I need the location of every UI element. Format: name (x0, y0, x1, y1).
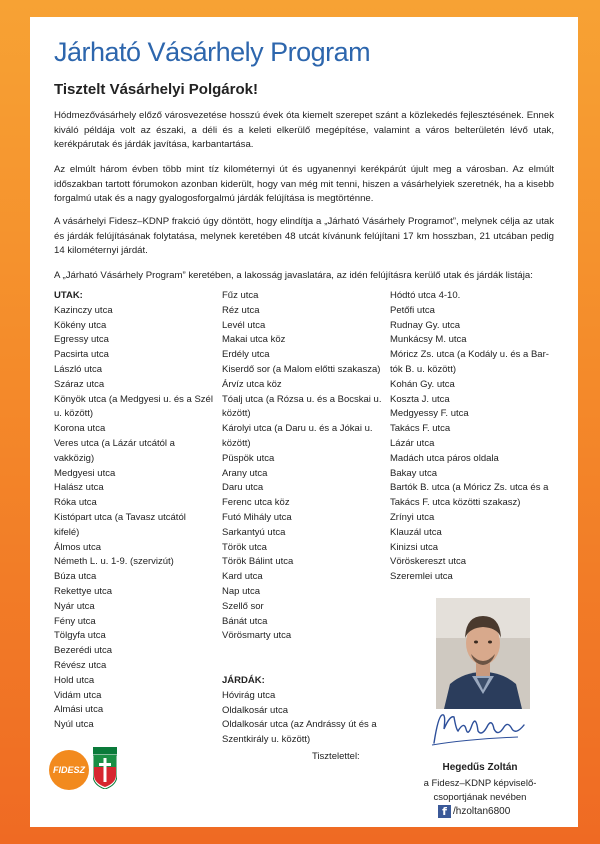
street-item: Tóalj utca (a Rózsa u. és a Bocskai u. (222, 393, 382, 405)
street-item: között) (222, 408, 251, 420)
street-item: Makai utca köz (222, 334, 286, 346)
street-item: Ferenc utca köz (222, 497, 290, 509)
street-item: Kard utca (222, 571, 263, 583)
street-item: Medgyesi utca (54, 467, 116, 479)
street-item: Németh L. u. 1-9. (szervizút) (54, 556, 174, 568)
signer-role-line-1: a Fidesz–KDNP képviselő- (423, 778, 537, 789)
street-item: Száraz utca (54, 378, 105, 390)
street-item: Török utca (222, 541, 267, 553)
street-item: Daru utca (222, 482, 264, 494)
street-item: Sarkantyú utca (222, 526, 286, 538)
street-item: Munkácsy M. utca (390, 334, 467, 346)
street-item: Szellő sor (222, 600, 264, 612)
street-item: Madách utca páros oldala (390, 452, 499, 464)
facebook-icon: f (438, 805, 451, 818)
street-item: Nap utca (222, 585, 261, 597)
street-item: Károlyi utca (a Daru u. és a Jókai u. (222, 423, 373, 435)
sidewalk-item: Oldalkosár utca (222, 704, 289, 716)
portrait-photo (436, 598, 530, 709)
paragraph-4: A „Járható Vásárhely Program” keretében, a lakosság javaslatára, az idén felújításra kerülő utak és járdák listája: (54, 270, 533, 281)
greeting-heading: Tisztelt Vásárhelyi Polgárok! (54, 81, 258, 98)
street-item: Hódtó utca 4-10. (390, 290, 461, 301)
street-item: Bezerédi utca (54, 645, 113, 657)
utak-heading: UTAK: (54, 290, 83, 301)
street-item: Vidám utca (54, 689, 102, 701)
signer-role (415, 777, 545, 805)
street-item: Nyár utca (54, 600, 95, 612)
street-item: Takács F. utca közötti szakasz) (390, 497, 521, 509)
street-item: Lázár utca (390, 437, 435, 449)
street-item: Vöröskereszt utca (390, 556, 467, 568)
street-item: Álmos utca (54, 541, 101, 553)
kdnp-logo (93, 747, 117, 789)
street-item: Erdély utca (222, 349, 270, 361)
street-item: Révész utca (54, 659, 107, 671)
street-item: Vörösmarty utca (222, 630, 292, 642)
facebook-handle[interactable]: /hzoltan6800 (453, 806, 511, 817)
signer-name: Hegedűs Zoltán (442, 762, 518, 773)
street-item: Bartók B. utca (a Móricz Zs. utca és a (390, 482, 549, 494)
street-item: Nyúl utca (54, 719, 94, 731)
street-item: Szeremlei utca (390, 571, 453, 583)
street-item: Halász utca (54, 482, 104, 494)
street-list-column-1 (54, 289, 214, 733)
document-title: Járható Vásárhely Program (54, 37, 371, 67)
sidewalk-item: Szentkirály u. között) (222, 734, 311, 746)
street-item: tók B. u. között) (390, 363, 456, 375)
street-item: vakközig) (54, 452, 95, 464)
street-item: között) (222, 437, 251, 449)
street-item: Koszta J. utca (390, 393, 450, 405)
street-item: Püspök utca (222, 452, 275, 464)
street-item: Árvíz utca köz (222, 378, 282, 390)
street-item: Kökény utca (54, 319, 107, 331)
street-item: Bánát utca (222, 615, 268, 627)
paragraph-2: Az elmúlt három évben több mint tíz kilométernyi út és ugyanennyi kerékpárút újult meg a városban. Az elmúlt időszakban tartott fórumokon azonban kiderült, hogy van még mit tenni, hiszen a vásárhelyiek szeretnék, ha a kisebb forgalmú utak és a nagy gyalogosforgalmú járdák felújítása is megtörténne. (54, 164, 554, 204)
street-item: Fény utca (54, 615, 96, 627)
street-item: Petőfi utca (390, 304, 435, 316)
street-item: Móricz Zs. utca (a Kodály u. és a Bar- (390, 349, 549, 361)
street-item: Kistópart utca (a Tavasz utcától (54, 511, 186, 523)
street-item: Hold utca (54, 674, 95, 686)
street-item: Klauzál utca (390, 526, 442, 538)
street-item: Búza utca (54, 571, 97, 583)
street-item: Zrínyi utca (390, 511, 435, 523)
street-item: u. között) (54, 408, 94, 420)
paragraph-3: A vásárhelyi Fidesz–KDNP frakció úgy döntött, hogy elindítja a „Járható Vásárhely Programot”, melynek célja az utak és járdák felújításának folytatása, melynek keretében 48 utcát kívánunk felújítani 17 km hosszban, 21 utcában pedig 14 kilométernyi járdát. (54, 216, 554, 256)
street-item: Takács F. utca (390, 423, 451, 435)
closing-text: Tisztelettel: (312, 751, 360, 762)
street-item: Futó Mihály utca (222, 511, 292, 523)
street-item: Kiserdő sor (a Malom előtti szakasza) (222, 363, 381, 375)
handwritten-signature (428, 707, 538, 749)
street-item: Kohán Gy. utca (390, 378, 455, 390)
street-item: Róka utca (54, 497, 97, 509)
street-item: Levél utca (222, 319, 266, 331)
street-item: Könyök utca (a Medgyesi u. és a Szél (54, 393, 213, 405)
street-item: Réz utca (222, 304, 260, 316)
fidesz-logo: FIDESZ (49, 750, 89, 790)
street-item: Bakay utca (390, 467, 437, 479)
street-item: Kazinczy utca (54, 304, 113, 316)
sidewalk-list (222, 674, 387, 748)
street-item: Rekettye utca (54, 585, 113, 597)
street-list-column-3 (390, 289, 555, 585)
sidewalk-item: Hóvirág utca (222, 689, 276, 701)
street-list-column-2 (222, 289, 387, 644)
street-item: Kinizsi utca (390, 541, 439, 553)
street-item: László utca (54, 363, 103, 375)
street-item: Egressy utca (54, 334, 109, 346)
street-item: Pacsirta utca (54, 349, 109, 361)
street-item: Arany utca (222, 467, 268, 479)
street-item: Korona utca (54, 423, 106, 435)
street-item: Veres utca (a Lázár utcától a (54, 437, 175, 449)
signer-role-line-2: csoportjának nevében (433, 792, 527, 803)
jardak-heading: JÁRDÁK: (222, 675, 265, 686)
sidewalk-item: Oldalkosár utca (az Andrássy út és a (222, 719, 377, 731)
street-item: Török Bálint utca (222, 556, 294, 568)
street-item: Tölgyfa utca (54, 630, 106, 642)
street-item: Almási utca (54, 704, 104, 716)
street-item: Fűz utca (222, 290, 259, 301)
street-item: Rudnay Gy. utca (390, 319, 461, 331)
street-item: kifelé) (54, 526, 80, 538)
paragraph-1: Hódmezővásárhely előző városvezetése hosszú évek óta kiemelt szerepet szánt a közlekedés fejlesztésének. Ennek kiváló példája volt az északi, a déli és a keleti elkerülő megépítése, valamint a város belterületén lévő utak, kerékpárutak és járdák javítása, karbantartása. (54, 110, 554, 150)
document-sheet (30, 17, 578, 827)
street-item: Medgyessy F. utca (390, 408, 469, 420)
facebook-link[interactable] (438, 805, 510, 818)
